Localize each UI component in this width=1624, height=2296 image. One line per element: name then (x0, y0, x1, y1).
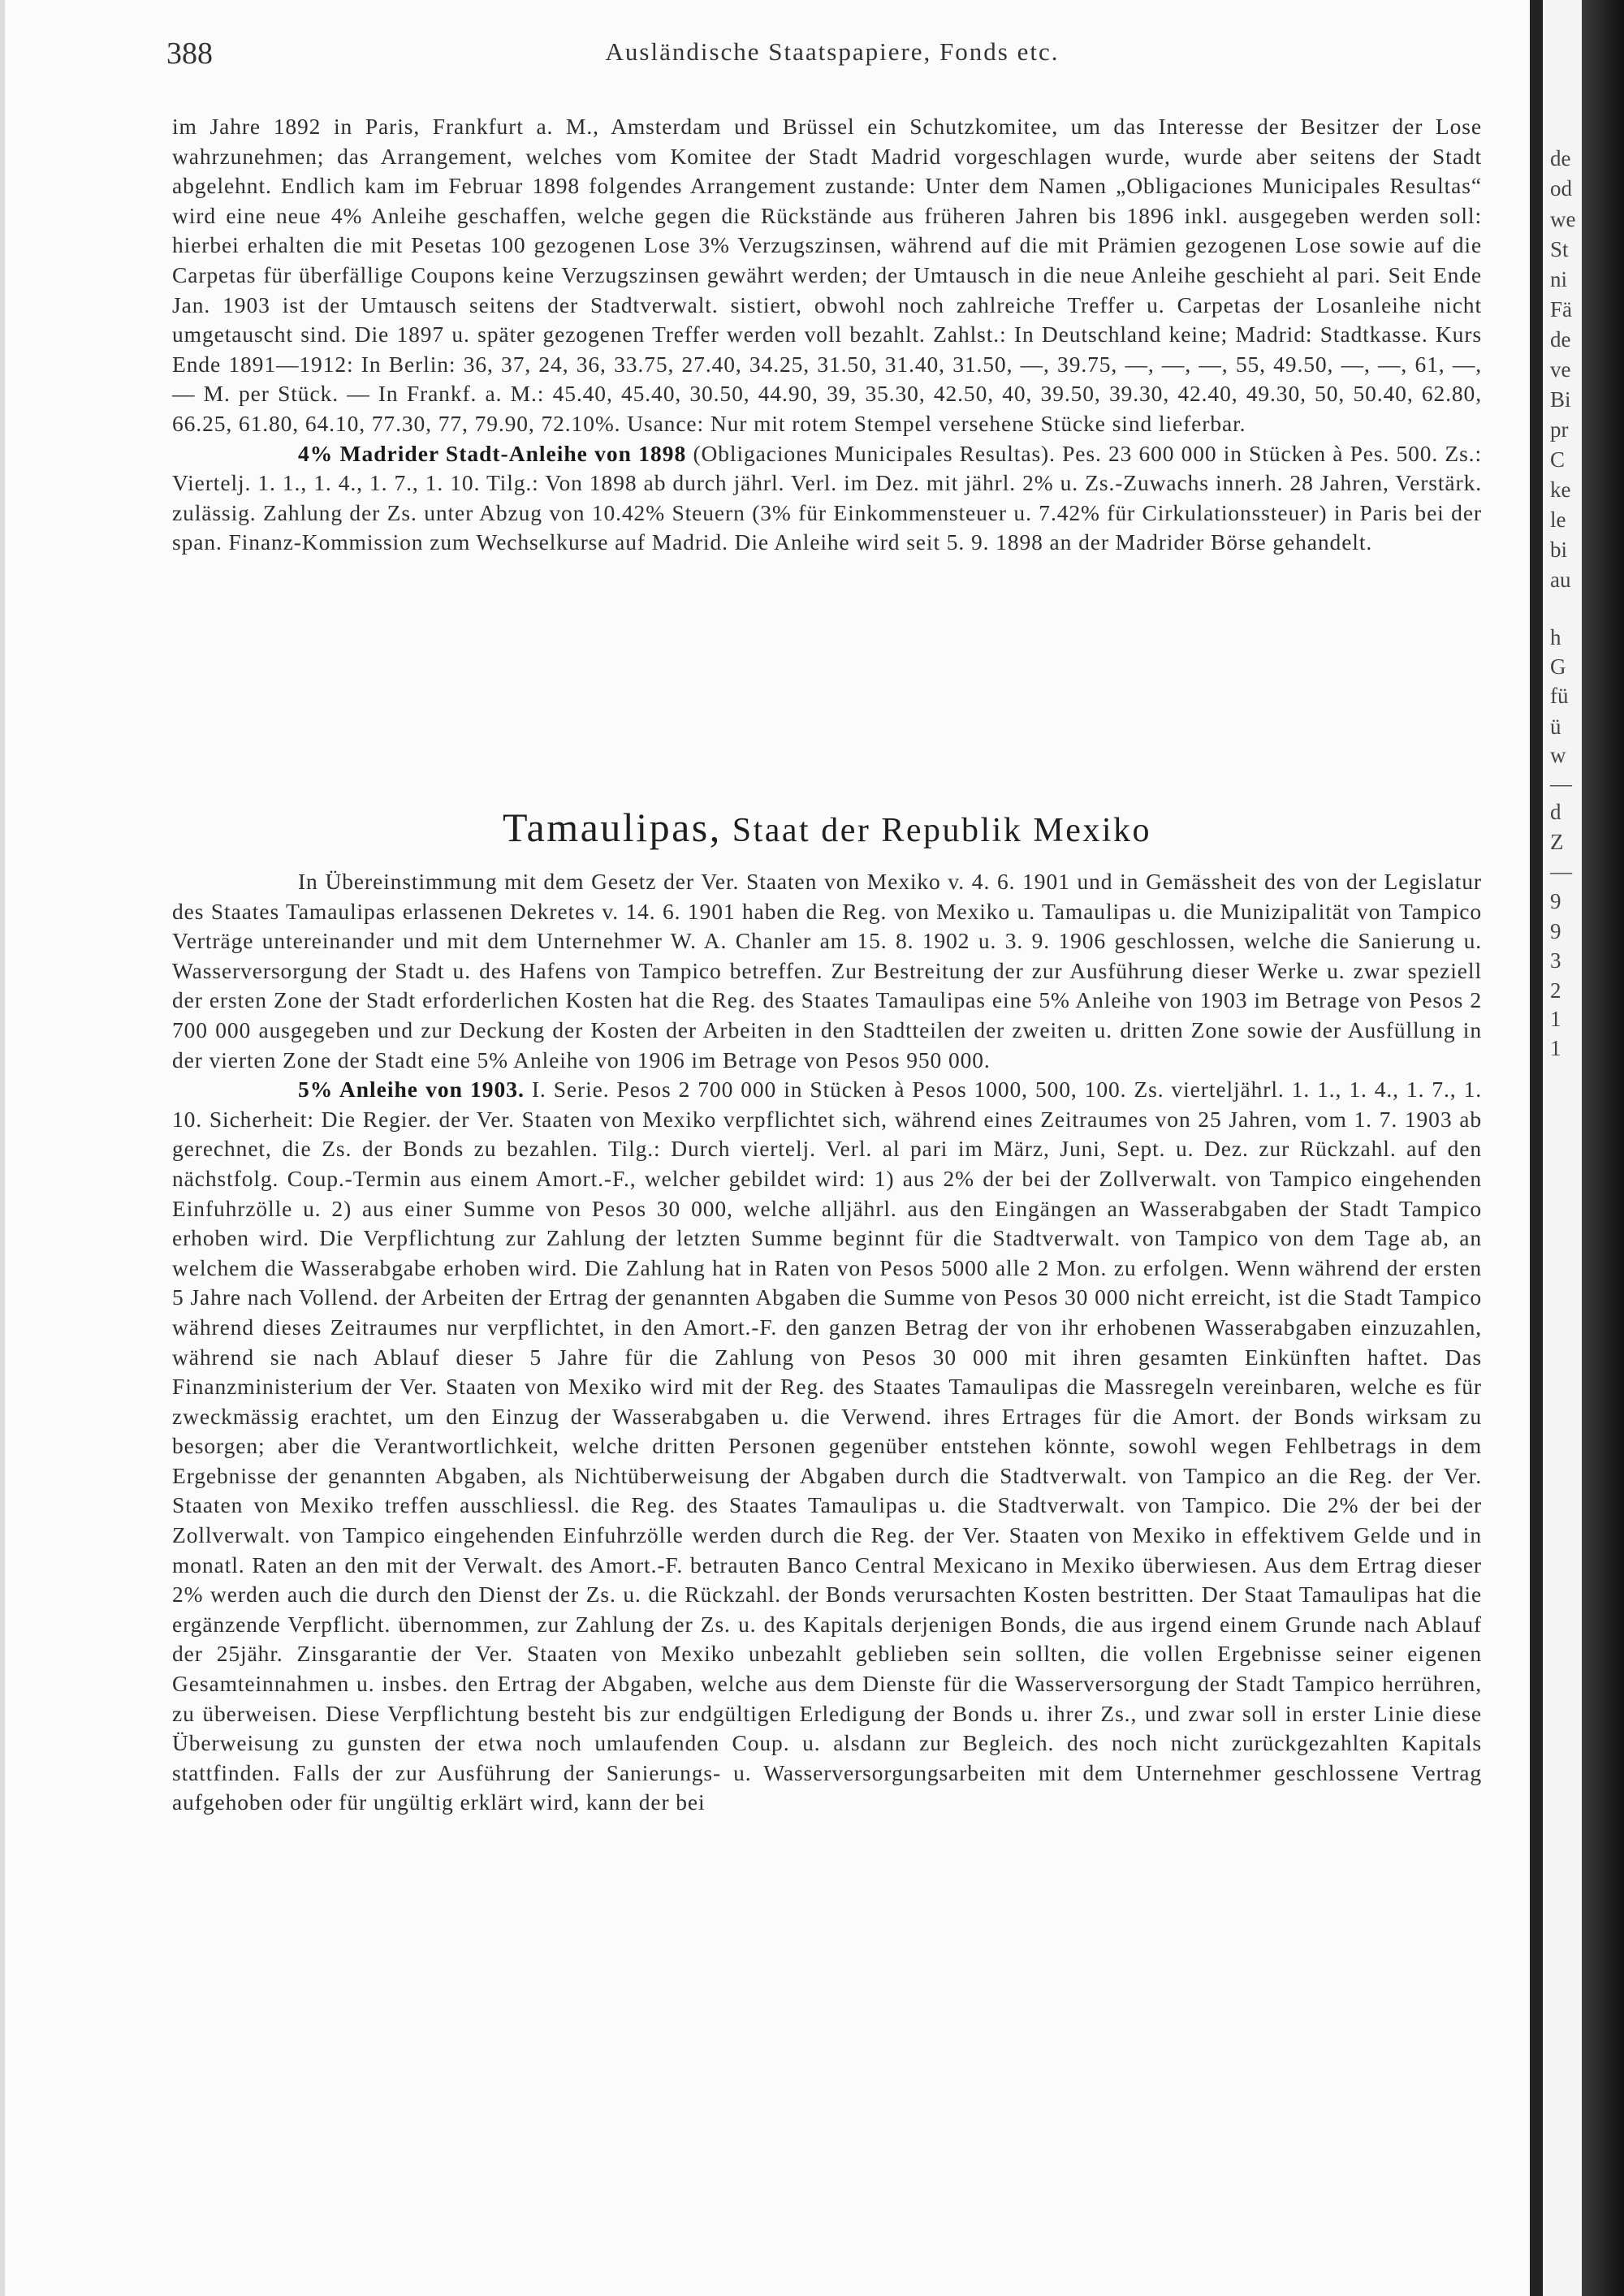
edge-fragment: h (1550, 625, 1561, 650)
madrid-loan-heading: 4% Madrider Stadt-Anleihe von 1898 (298, 440, 687, 466)
madrid-loan-text: (Obligaciones Municipales Resultas). Pes. 23 600 000 in Stücken à Pes. 500. Zs.: Viertelj. 1. 1., 1. 4., 1. 7., 1. 10. Tilg.: Von 1898 ab durch jährl. Verl. im Dez. mit jährl. 2% u. Zs.-Zuwachs innerh. 28 Jahren, Verstärk. zulässig. Zahlung der Zs. unter Abzug von 10.42% Steuern (3% für Einkommensteuer u. 7.42% für Cirkulationssteuer) in Paris bei der span. Finanz-Kommission zum Wechselkurse auf Madrid. Die Anleihe wird seit 5. 9. 1898 an der Madrider Börse gehandelt. (172, 440, 1482, 555)
madrid-loan-paragraph (172, 439, 1482, 558)
continuation-paragraph: im Jahre 1892 in Paris, Frankfurt a. M., Amsterdam und Brüssel ein Schutzkomitee, um das Interesse der Besitzer der Lose wahrzunehmen; das Arrangement, welches vom Komitee der Stadt Madrid vorgeschlagen wurde, wurde aber seitens der Stadt abgelehnt. Endlich kam im Februar 1898 folgendes Arrangement zustande: Unter dem Namen „Obligaciones Municipales Resultas“ wird eine neue 4% Anleihe geschaffen, welche gegen die Rückstände aus früheren Jahren bis 1896 inkl. ausgegeben werden soll: hierbei erhalten die mit Pesetas 100 gezogenen Lose 3% Verzugszinsen, während auf die mit Prämien gezogenen Lose sowie auf die Carpetas für überfällige Coupons keine Verzugszinsen gewährt werden; der Umtausch in die neue Anleihe geschieht al pari. Seit Ende Jan. 1903 ist der Umtausch seitens der Stadtverwalt. sistiert, obwohl noch zahlreiche Treffer u. Carpetas der Losanleihe nicht umgetauscht sind. Die 1897 u. später gezogenen Treffer werden voll bezahlt. Zahlst.: In Deutschland keine; Madrid: Stadtkasse. Kurs Ende 1891—1912: In Berlin: 36, 37, 24, 36, 33.75, 27.40, 34.25, 31.50, 31.40, 31.50, —, 39.75, —, —, —, 55, 49.50, —, —, 61, —, — M. per Stück. — In Frankf. a. M.: 45.40, 45.40, 30.50, 44.90, 39, 35.30, 42.50, 40, 39.50, 39.30, 42.40, 49.30, 50, 50.40, 62.80, 66.25, 61.80, 64.10, 77.30, 77, 79.90, 72.10%. Usance: Nur mit rotem Stempel versehene Stücke sind lieferbar. (172, 114, 1482, 436)
edge-fragment: fü (1550, 684, 1569, 708)
edge-fragment: 1 (1550, 1036, 1561, 1060)
edge-fragment: ve (1550, 357, 1571, 382)
edge-fragment: we (1550, 207, 1576, 231)
tamaulipas-loan-text: I. Serie. Pesos 2 700 000 in Stücken à Pesos 1000, 500, 100. Zs. vierteljährl. 1. 1., 1. 4., 1. 7., 1. 10. Sicherheit: Die Regier. der Ver. Staaten von Mexiko verpflichtet sich, während eines Zeitraumes von 25 Jahren, vom 1. 7. 1903 ab gerechnet, die Zs. der Bonds zu bezahlen. Tilg.: Durch viertelj. Verl. al pari im März, Juni, Sept. u. Dez. zur Rückzahl. auf den nächstfolg. Coup.-Termin aus einem Amort.-F., welcher gebildet wird: 1) aus 2% der bei der Zollverwalt. von Tampico eingehenden Einfuhrzölle u. 2) aus einer Summe von Pesos 30 000, welche alljährl. aus den Eingängen an Wasserabgaben der Stadt Tampico erhoben wird. Die Verpflichtung zur Zahlung der letzten Summe beginnt für die Stadtverwalt. von Tampico von dem Tage ab, an welchem die Wasserabgabe erhoben wird. Die Zahlung hat in Raten von Pesos 5000 alle 2 Mon. zu erfolgen. Wenn während der ersten 5 Jahre nach Vollend. der Arbeiten der Ertrag der genannten Abgaben die Summe von Pesos 30 000 nicht erreicht, ist die Stadt Tampico während dieses Zeitraumes nur verpflichtet, in den Amort.-F. den ganzen Betrag der von ihr erhobenen Wasserabgaben einzuzahlen, während sie nach Ablauf dieser 5 Jahre für die Zahlung von Pesos 30 000 mit ihren gesamten Einkünften haftet. Das Finanzministerium der Ver. Staaten von Mexiko wird mit der Reg. des Staates Tamaulipas die Massregeln vereinbaren, welche es für zweckmässig erachtet, um den Einzug der Wasserabgaben u. die Verwend. ihres Ertrages für die Amort. der Bonds wirksam zu besorgen; aber die Verantwortlichkeit, welche dritten Personen gegenüber entstehen könnte, sowohl wegen Fehlbetrags in dem Ergebnisse der genannten Abgaben, als Nichtüberweisung der Abgaben durch die Stadtverwalt. von Tampico an die Reg. der Ver. Staaten von Mexiko treffen ausschliessl. die Reg. des Staates Tamaulipas u. die Stadtverwalt. von Tampico. Die 2% der bei der Zollverwalt. von Tampico eingehenden Einfuhrzölle werden durch die Reg. der Ver. Staaten von Mexiko in effektivem Gelde und in monatl. Raten an den mit der Verwalt. des Amort.-F. betrauten Banco Central Mexicano in Mexiko überwiesen. Aus dem Ertrag dieser 2% werden auch die durch den Dienst der Zs. u. die Rückzahl. der Bonds verursachten Kosten bestritten. Der Staat Tamaulipas hat die ergänzende Verpflicht. übernommen, zur Zahlung der Zs. u. des Kapitals derjenigen Bonds, die aus irgend einem Grunde nach Ablauf der 25jähr. Zinsgarantie der Ver. Staaten von Mexiko unbezahlt geblieben sein sollten, die vollen Ergebnisse seiner eigenen Gesamteinnahmen u. insbes. den Ertrag der Abgaben, welche aus dem Dienste für die Wasserversorgung der Stadt Tampico herrühren, zu überweisen. Diese Verpflichtung besteht bis zur endgültigen Erledigung der Bonds u. ihrer Zs., und zwar soll in erster Linie diese Überweisung zu gunsten der etwa noch umlaufenden Coup. u. alsdann zur Begleich. des noch nicht zurückgezahlten Kapitals stattfinden. Falls der zur Ausführung der Sanierungs- u. Wasserversorgungsarbeiten mit dem Unternehmer geschlossene Vertrag aufgehoben oder für ungültig erklärt wird, kann der bei (172, 1077, 1482, 1815)
facing-page-edge (1545, 0, 1581, 2296)
edge-fragment: Z (1550, 830, 1564, 854)
edge-fragment: pr (1550, 417, 1569, 442)
page-number: 388 (166, 37, 213, 71)
tamaulipas-loan-heading: 5% Anleihe von 1903. (298, 1077, 525, 1103)
section-title-main: Tamaulipas, (502, 805, 722, 850)
edge-fragment: — (1550, 859, 1572, 883)
edge-fragment: 9 (1550, 889, 1561, 913)
edge-fragment: de (1550, 327, 1571, 352)
edge-fragment: — (1550, 771, 1572, 796)
edge-fragment: Fä (1550, 297, 1572, 322)
tamaulipas-section (172, 867, 1482, 1818)
edge-fragment: au (1550, 568, 1571, 592)
edge-fragment: C (1550, 447, 1566, 472)
page-header (166, 36, 1498, 76)
tamaulipas-intro: In Übereinstimmung mit dem Gesetz der Ver. Staaten von Mexiko v. 4. 6. 1901 und in Gemässheit des von der Legislatur des Staates Tamaulipas erlassenen Dekretes v. 14. 6. 1901 haben die Reg. von Mexiko u. Tamaulipas u. die Munizipalität von Tampico Verträge untereinander und mit dem Unternehmer W. A. Chanler am 15. 8. 1902 u. 3. 9. 1906 geschlossen, welche die Sanierung u. Wasserversorgung der Stadt u. des Hafens von Tampico betreffen. Zur Bestreitung der zur Ausführung dieser Werke u. zwar speziell der ersten Zone der Stadt erforderlichen Kosten hat die Reg. des Staates Tamaulipas eine 5% Anleihe von 1903 im Betrage von Pesos 2 700 000 ausgegeben und zur Deckung der Kosten der Arbeiten in den Stadtteilen der zweiten u. dritten Zone sowie der Ausfüllung in der vierten Zone der Stadt eine 5% Anleihe von 1906 im Betrage von Pesos 950 000. (172, 869, 1482, 1072)
section-title-sub: Staat der Republik Mexiko (721, 812, 1152, 849)
tamaulipas-loan-paragraph (172, 1075, 1482, 1818)
edge-fragment: 9 (1550, 919, 1561, 943)
edge-fragment: ni (1550, 267, 1568, 291)
edge-fragment: ü (1550, 714, 1561, 739)
edge-fragment: Bi (1550, 387, 1571, 412)
binding-shadow (1530, 0, 1543, 2296)
edge-fragment: od (1550, 176, 1572, 201)
edge-fragment: le (1550, 507, 1566, 532)
edge-fragment: ke (1550, 477, 1571, 502)
edge-fragment: 3 (1550, 948, 1561, 973)
edge-fragment: bi (1550, 537, 1568, 562)
edge-fragment: de (1550, 146, 1571, 170)
edge-fragment: d (1550, 800, 1561, 824)
page-edge-shadow (1582, 0, 1624, 2296)
edge-fragment: 1 (1550, 1007, 1561, 1031)
section-title (172, 804, 1482, 851)
edge-fragment: w (1550, 743, 1566, 767)
left-margin-rule (0, 0, 5, 2296)
running-head: Ausländische Staatspapiere, Fonds etc. (605, 37, 1060, 66)
madrid-section (172, 112, 1482, 558)
edge-fragment: St (1550, 237, 1569, 261)
edge-fragment: 2 (1550, 978, 1561, 1003)
edge-fragment: G (1550, 654, 1566, 679)
